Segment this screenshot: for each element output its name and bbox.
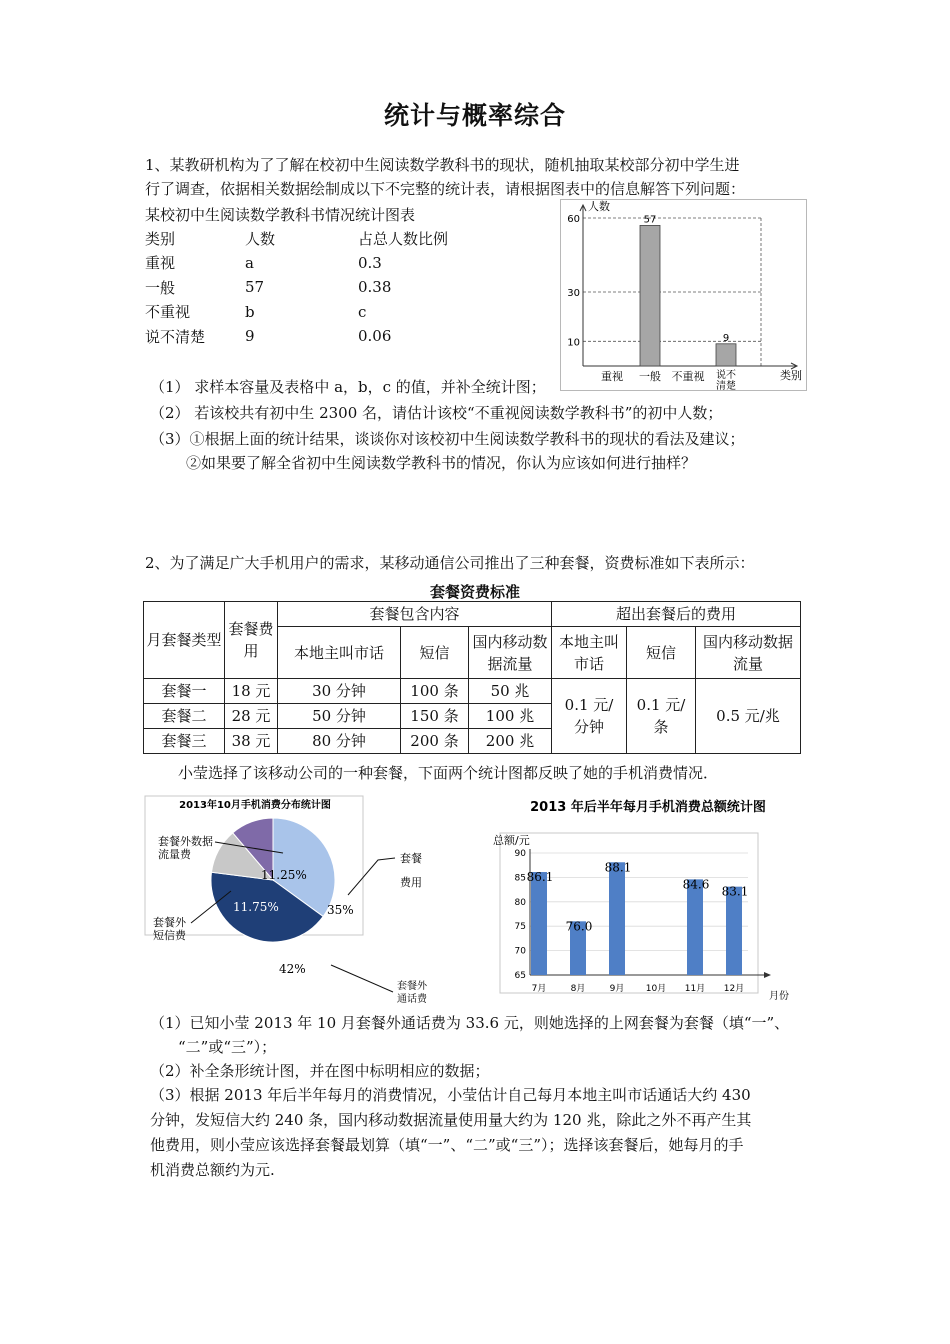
data-label: 76.0	[565, 919, 593, 934]
x-tick-label: 12月	[723, 984, 745, 994]
x-axis-label: 类别	[780, 369, 802, 382]
sub-over-local: 本地主叫市话	[552, 627, 627, 679]
table-cell: 重视	[145, 254, 176, 273]
y-axis-label: 人数	[588, 200, 610, 213]
q1-stat-table	[145, 226, 488, 349]
x-axis-arrow	[764, 972, 771, 978]
x-tick-label: 9月	[609, 984, 625, 994]
sub-over-data: 国内移动数据流量	[696, 627, 801, 679]
pie-title: 2013年10月手机消费分布统计图	[179, 800, 331, 811]
reading-bar-chart	[560, 199, 807, 391]
bar	[687, 879, 703, 975]
col-header: 类别	[145, 229, 176, 248]
col-header: 人数	[245, 229, 276, 248]
y-tick-label: 90	[514, 849, 526, 859]
q2-sub3a: （3）根据 2013 年后半年每月的消费情况，小莹估计自己每月本地主叫市话通话大约 430	[150, 1086, 751, 1104]
table-cell: c	[358, 302, 367, 321]
table-cell: 50 兆	[469, 679, 552, 704]
slice-label: 11.25%	[261, 868, 307, 882]
q2-sub1b: “二”或“三”）；	[178, 1038, 277, 1056]
table-cell: 说不清楚	[145, 327, 206, 346]
x-tick-label: 清楚	[716, 381, 736, 390]
table-cell: b	[245, 302, 255, 321]
table-cell: 套餐一	[144, 679, 225, 704]
fee-table	[143, 601, 801, 754]
bar	[716, 344, 736, 366]
over-local-cell: 0.1 元/分钟	[552, 679, 627, 754]
table-cell: 一般	[145, 278, 176, 297]
table-row	[144, 679, 801, 704]
monthly-bar-chart-svg	[490, 795, 800, 1010]
data-label: 83.1	[721, 884, 749, 899]
x-tick-label: 7月	[531, 984, 547, 994]
over-data-cell: 0.5 元/兆	[696, 679, 801, 754]
table-cell: 0.3	[358, 253, 382, 272]
data-label: 88.1	[604, 860, 632, 875]
callout-label: 套餐外	[397, 981, 427, 992]
y-tick-label: 80	[514, 897, 526, 908]
table-cell: 0.06	[358, 327, 392, 346]
q2-sub3b: 分钟，发短信大约 240 条，国内移动数据流量使用量大约为 120 兆，除此之外不再产生其	[150, 1111, 752, 1129]
table-cell: 30 分钟	[278, 679, 401, 704]
callout-label: 套餐外	[153, 916, 186, 929]
sub-sms: 短信	[401, 627, 469, 679]
over-sms-cell: 0.1 元/条	[627, 679, 696, 754]
table-cell: 80 分钟	[278, 729, 401, 754]
table-cell: 9	[245, 327, 255, 346]
head-over: 超出套餐后的费用	[552, 602, 801, 627]
table-row	[145, 251, 488, 276]
consumption-pie-chart	[143, 795, 443, 1010]
table-cell: 100 兆	[469, 704, 552, 729]
q1-sub1: （1） 求样本容量及表格中 a，b，c 的值，并补全统计图；	[150, 378, 546, 396]
head-included: 套餐包含内容	[278, 602, 552, 627]
x-tick-label: 重视	[601, 370, 623, 383]
slice-label: 35%	[327, 903, 354, 917]
bar	[609, 862, 625, 975]
table-cell: 0.38	[358, 278, 392, 297]
q1-sub2: （2） 若该校共有初中生 2300 名，请估计该校“不重视阅读数学教科书”的初中人数；	[150, 404, 723, 422]
q1-intro-line1: 1、某教研机构为了了解在校初中生阅读数学教科书的现状，随机抽取某校部分初中学生进	[145, 156, 740, 174]
y-tick-label: 30	[567, 288, 580, 299]
table-cell: 200 兆	[469, 729, 552, 754]
table-row	[145, 300, 488, 325]
table-header-row	[145, 226, 488, 251]
y-tick-label: 85	[514, 873, 526, 884]
y-tick-label: 75	[514, 922, 526, 933]
callout-label: 费用	[400, 876, 422, 889]
q2-intro: 2、为了满足广大手机用户的需求，某移动通信公司推出了三种套餐，资费标准如下表所示：	[145, 554, 755, 572]
q1-intro-line2: 行了调查，依据相关数据绘制成以下不完整的统计表，请根据图表中的信息解答下列问题：	[145, 180, 746, 198]
q1-sub3b: ②如果要了解全省初中生阅读数学教科书的情况，你认为应该如何进行抽样？	[186, 454, 697, 472]
q2-sub3d: 机消费总额约为元.	[150, 1161, 275, 1179]
table-row	[145, 275, 488, 300]
table-cell: a	[245, 253, 254, 272]
data-label: 86.1	[526, 870, 554, 885]
sub-over-sms: 短信	[627, 627, 696, 679]
bar	[726, 887, 742, 975]
slice-label: 42%	[279, 962, 306, 976]
y-tick-label: 70	[514, 946, 526, 957]
table-cell: 50 分钟	[278, 704, 401, 729]
q1-sub3a: （3）①根据上面的统计结果，谈谈你对该校初中生阅读数学教科书的现状的看法及建议；	[150, 430, 745, 448]
col-header: 占总人数比例	[358, 229, 449, 248]
callout-label: 套餐外数据	[158, 835, 213, 848]
table-cell: 18 元	[225, 679, 278, 704]
table-cell: 38 元	[225, 729, 278, 754]
consumption-pie-chart-svg	[143, 795, 443, 1010]
head-fee: 套餐费用	[225, 602, 278, 679]
x-tick-label: 不重视	[671, 370, 705, 383]
x-tick-label: 一般	[639, 370, 661, 383]
data-label: 57	[643, 214, 657, 226]
sub-local: 本地主叫市话	[278, 627, 401, 679]
x-tick-label: 8月	[570, 984, 586, 994]
callout-label: 通话费	[397, 994, 427, 1005]
x-tick-label: 说不	[716, 370, 736, 381]
reading-bar-chart-svg	[561, 200, 806, 390]
head-type: 月套餐类型	[144, 602, 225, 679]
fee-table-title: 套餐资费标准	[429, 583, 520, 601]
slice-label: 11.75%	[233, 900, 279, 914]
bar	[531, 872, 547, 975]
table-cell: 28 元	[225, 704, 278, 729]
x-tick-label: 10月	[645, 984, 667, 994]
table-cell: 套餐三	[144, 729, 225, 754]
table-header-row	[144, 602, 801, 627]
monthly-bar-chart	[490, 795, 800, 1010]
table-cell: 100 条	[401, 679, 469, 704]
table-cell: 57	[245, 278, 265, 297]
y-axis-label: 总额/元	[493, 834, 530, 847]
data-label: 9	[722, 332, 730, 344]
table-cell: 200 条	[401, 729, 469, 754]
y-tick-label: 65	[514, 971, 526, 981]
sub-data: 国内移动数据流量	[469, 627, 552, 679]
table-cell: 150 条	[401, 704, 469, 729]
q2-sub2: （2）补全条形统计图，并在图中标明相应的数据；	[150, 1062, 490, 1080]
callout-label: 套餐	[400, 852, 422, 865]
x-tick-label: 11月	[684, 984, 706, 994]
data-label: 84.6	[682, 877, 710, 892]
q2-after-table: 小莹选择了该移动公司的一种套餐，下面两个统计图都反映了她的手机消费情况．	[178, 764, 719, 782]
q2-sub3c: 他费用，则小莹应该选择套餐最划算（填“一”、“二”或“三”）；选择该套餐后，她每月的手	[150, 1136, 744, 1154]
page-title: 统计与概率综合	[383, 101, 566, 130]
bar	[640, 225, 660, 366]
y-tick-label: 10	[567, 337, 580, 349]
x-axis-label: 月份	[769, 991, 789, 1002]
q2-sub1a: （1）已知小莹 2013 年 10 月套餐外通话费为 33.6 元，则她选择的上网套餐为套餐（填“一”、	[150, 1014, 790, 1032]
callout-label: 流量费	[158, 848, 191, 861]
table-row	[145, 324, 488, 349]
chart-title: 2013 年后半年每月手机消费总额统计图	[530, 800, 766, 815]
table-cell: 不重视	[145, 303, 191, 322]
q1-intro	[145, 153, 825, 201]
callout-line	[331, 965, 393, 992]
q1-table-title: 某校初中生阅读数学教科书情况统计图表	[145, 206, 416, 224]
table-cell: 套餐二	[144, 704, 225, 729]
y-tick-label: 60	[567, 214, 580, 225]
callout-label: 短信费	[153, 929, 186, 942]
